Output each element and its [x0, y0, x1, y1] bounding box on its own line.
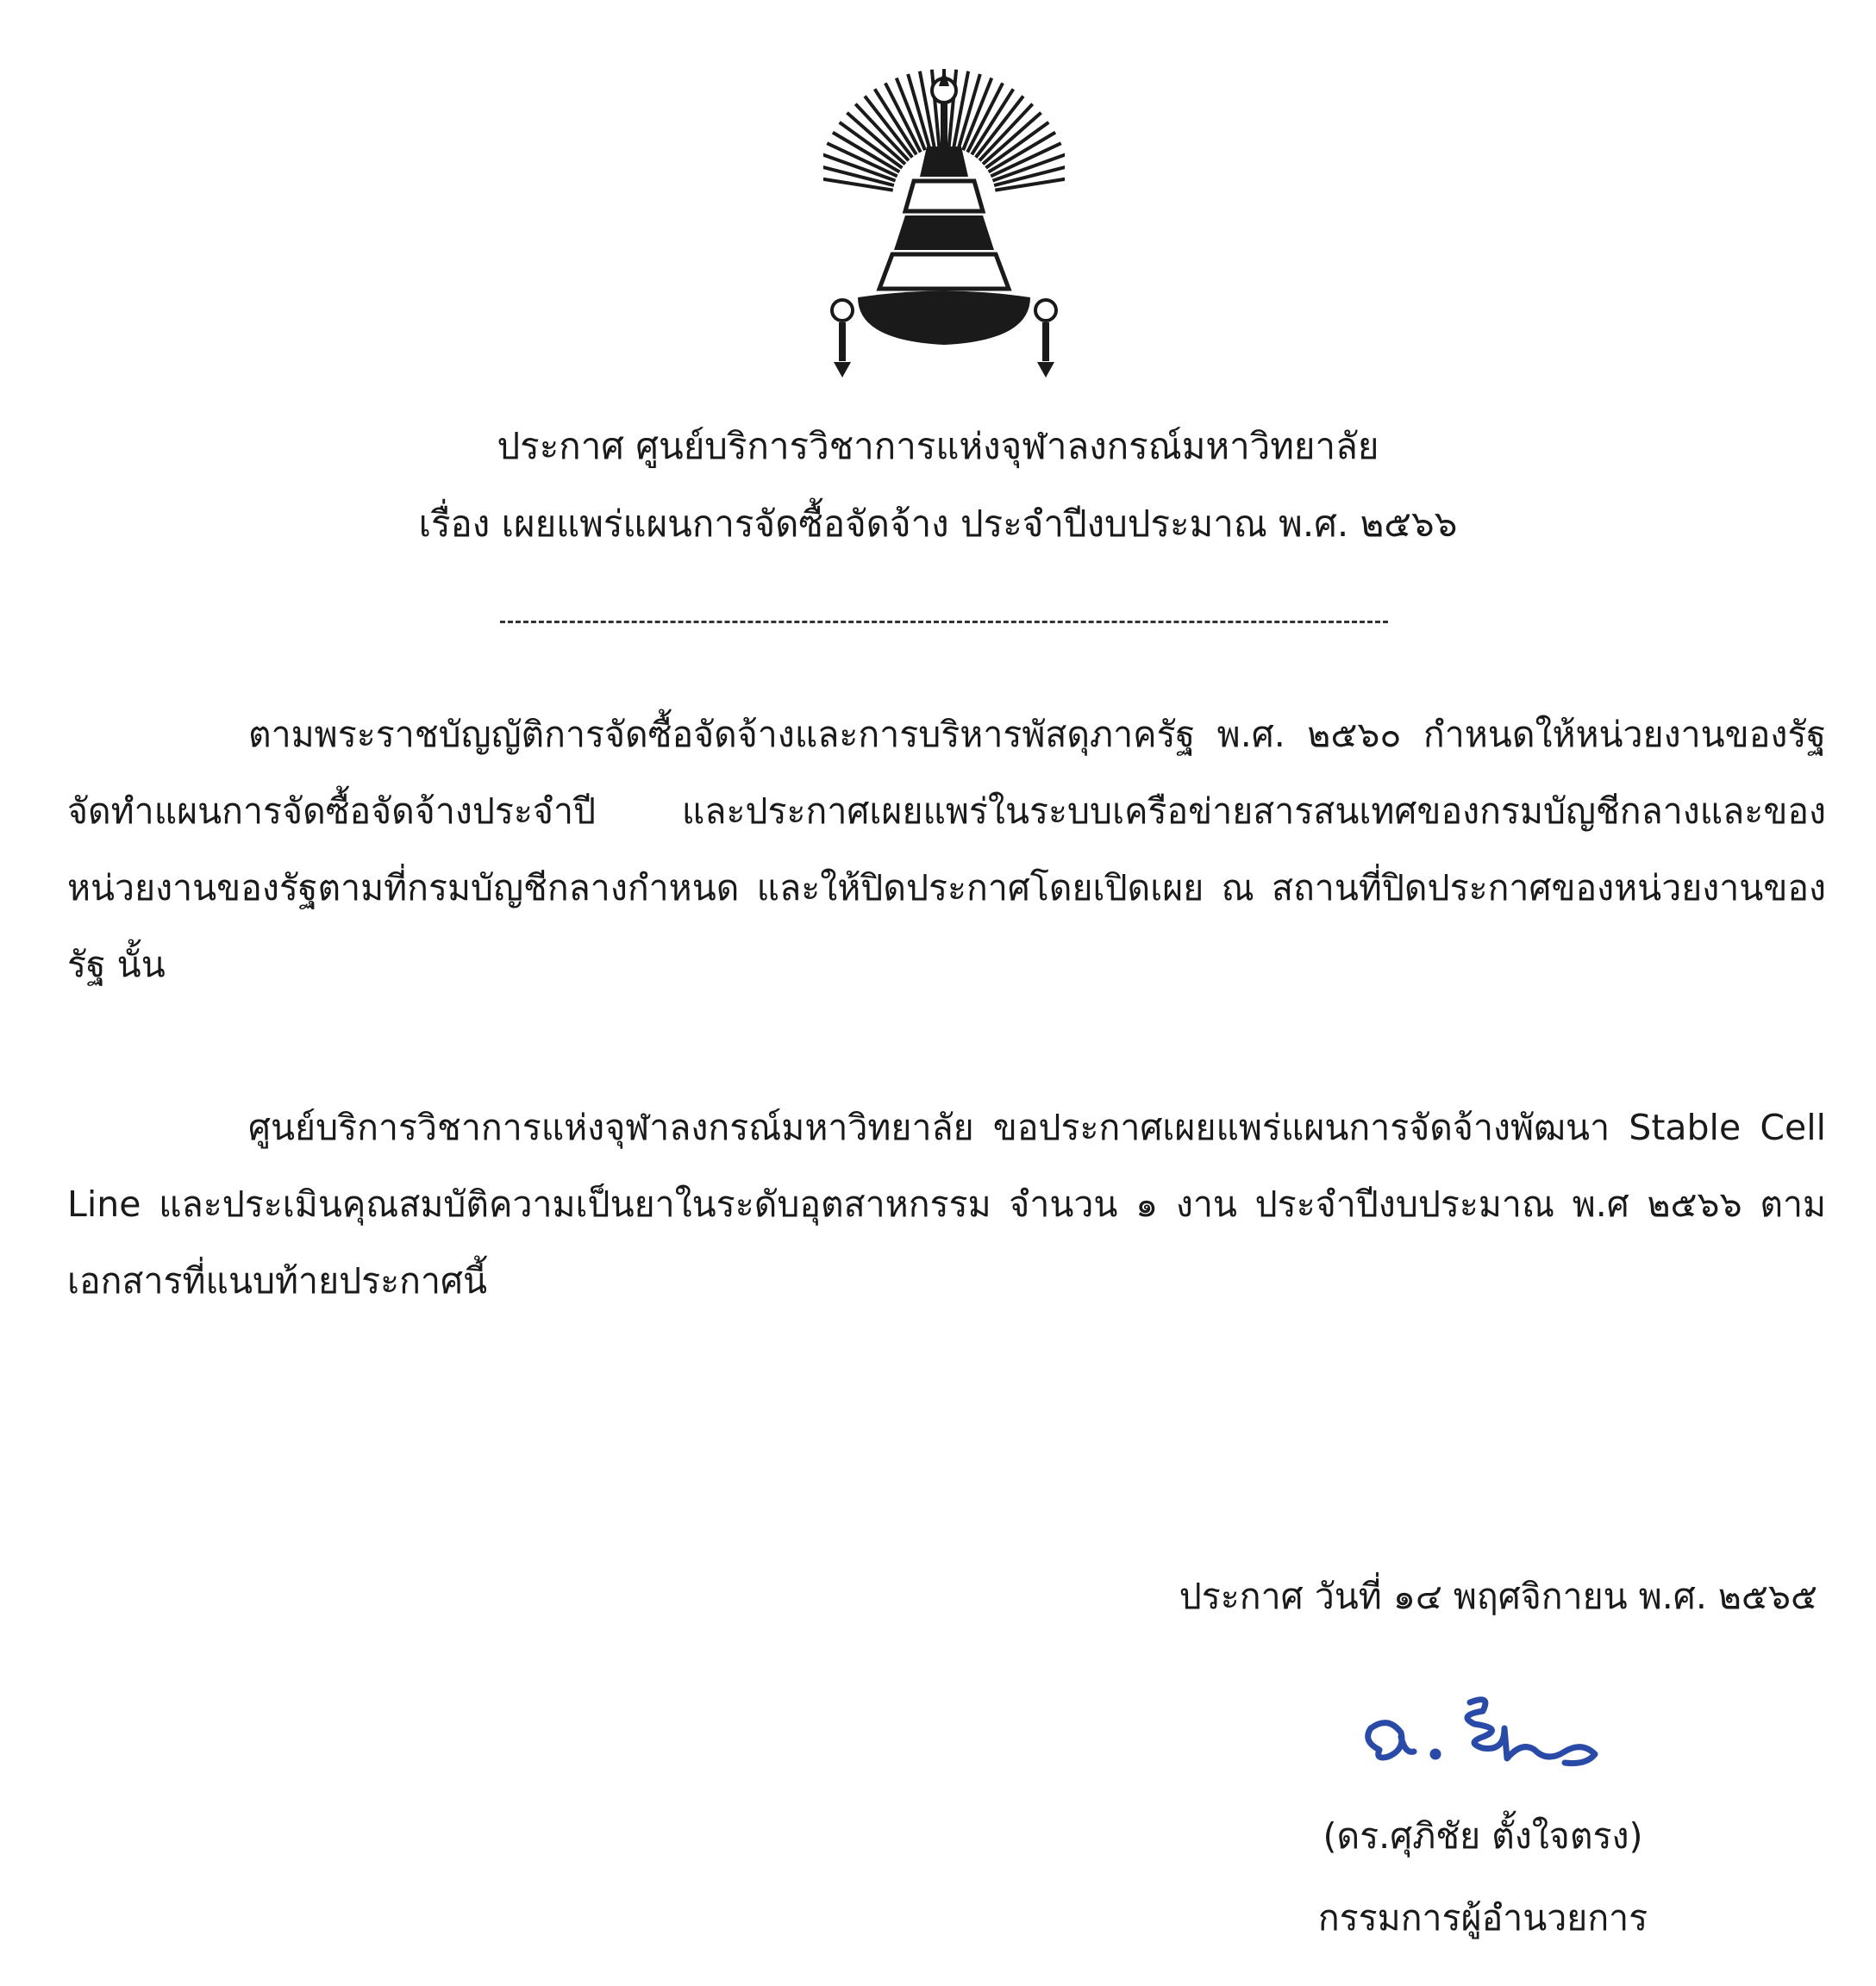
body-paragraph-1 — [67, 696, 1826, 1003]
announcement-date: ประกาศ วันที่ ๑๔ พฤศจิกายน พ.ศ. ๒๕๖๕ — [1179, 1576, 1817, 1617]
announcement-heading: ประกาศ ศูนย์บริการวิชาการแห่งจุฬาลงกรณ์มหาวิทยาลัย — [497, 425, 1379, 467]
signer-title: กรรมการผู้อำนวยการ — [1317, 1897, 1648, 1939]
body-paragraph-2 — [67, 1090, 1826, 1320]
chulalongkorn-phra-kiao-emblem-icon — [823, 34, 1065, 379]
body-paragraph-2-text: ศูนย์บริการวิชาการแห่งจุฬาลงกรณ์มหาวิทยาลัย ขอประกาศเผยแพร่แผนการจัดจ้างพัฒนา Stable Cell Line และประเมินคุณสมบัติความเป็นยาในระดับอุตสาหกรรม จำนวน ๑ งาน ประจำปีงบประมาณ พ.ศ ๒๕๖๖ ตามเอกสารที่แนบท้ายประกาศนี้ — [67, 1107, 1826, 1302]
signer-name: (ดร.ศุภิชัย ตั้งใจตรง) — [1323, 1815, 1643, 1857]
body-paragraph-1-text: ตามพระราชบัญญัติการจัดซื้อจัดจ้างและการบริหารพัสดุภาครัฐ พ.ศ. ๒๕๖๐ กำหนดให้หน่วยงานของรัฐจัดทำแผนการจัดซื้อจัดจ้างประจำปี และประกาศเผยแพร่ในระบบเครือข่ายสารสนเทศของกรมบัญชีกลางและของหน่วยงานของรัฐตามที่กรมบัญชีกลางกำหนด และให้ปิดประกาศโดยเปิดเผย ณ สถานที่ปิดประกาศของหน่วยงานของรัฐ นั้น — [67, 714, 1826, 985]
handwritten-signature-icon — [1354, 1689, 1612, 1784]
announcement-subject: เรื่อง เผยแพร่แผนการจัดซื้อจัดจ้าง ประจำปีงบประมาณ พ.ศ. ๒๕๖๖ — [418, 503, 1458, 545]
separator-line — [500, 621, 1388, 623]
